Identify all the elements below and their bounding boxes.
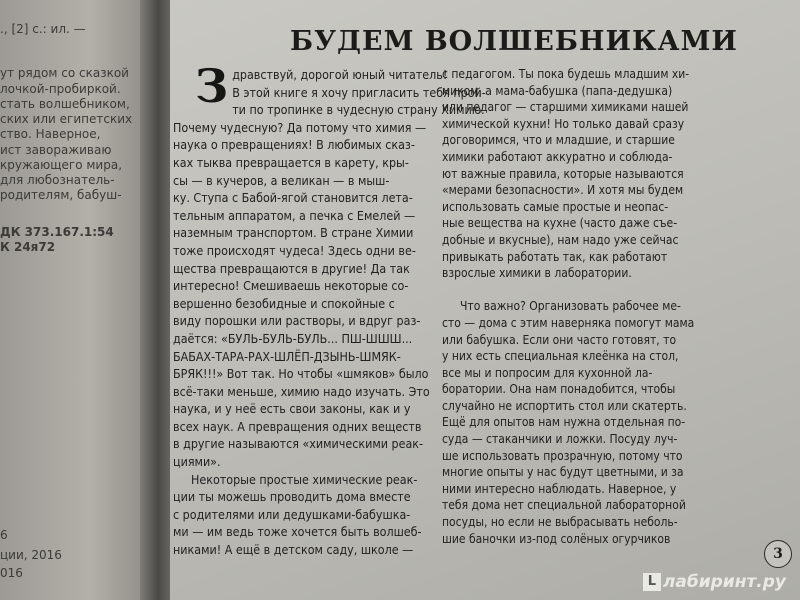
left-page-fragment: ут рядом со сказкой bbox=[0, 66, 129, 80]
text-line bbox=[173, 260, 431, 278]
text-line-content: вершенно безобидные и спокойные с bbox=[173, 295, 395, 311]
text-line-content: Почему чудесную? Да потому что химия — bbox=[173, 119, 427, 135]
text-line: сто — дома с этим наверняка помогут мама bbox=[442, 315, 695, 330]
left-page-fragment: ции, 2016 bbox=[0, 548, 62, 562]
text-line: добные и вкусные), нам надо уже сейчас bbox=[442, 232, 679, 247]
text-line bbox=[173, 435, 431, 453]
watermark bbox=[643, 572, 786, 592]
text-line bbox=[173, 541, 431, 559]
text-line: использовать самые простые и неопас- bbox=[442, 199, 669, 214]
text-line-content: всех наук. А превращения одних веществ bbox=[173, 418, 422, 434]
text-line-content: БАБАХ-ТАРА-РАХ-ШЛЁП-ДЗЫНЬ-ШМЯК- bbox=[173, 348, 401, 364]
text-line bbox=[173, 277, 431, 295]
text-line-content: ми — им ведь тоже хочется быть волшеб- bbox=[173, 524, 422, 540]
text-line-content: тоже происходят чудеса! Здесь одни ве- bbox=[173, 242, 416, 258]
watermark-text: лабиринт.ру bbox=[662, 572, 786, 592]
page-number: 3 bbox=[764, 540, 792, 568]
text-line: привыкать работать так, как работают bbox=[442, 249, 668, 264]
text-line bbox=[173, 506, 431, 524]
text-line-content: циями». bbox=[173, 454, 221, 470]
text-line-content: виду порошки или растворы, и вдруг раз- bbox=[173, 313, 421, 329]
text-line: шие баночки из-под солёных огурчиков bbox=[442, 531, 671, 546]
left-page-fragment: ДК 373.167.1:54 bbox=[0, 225, 114, 239]
text-line bbox=[173, 418, 431, 436]
left-page bbox=[0, 0, 150, 600]
text-line bbox=[173, 330, 431, 348]
text-line: Что важно? Организовать рабочее ме- bbox=[460, 299, 681, 314]
text-line-content: наземным транспортом. В стране Химии bbox=[173, 225, 414, 241]
text-line-content: интересно! Смешиваешь некоторые со- bbox=[173, 278, 409, 294]
text-line bbox=[173, 189, 431, 207]
text-line bbox=[173, 154, 431, 172]
text-line: тебя дома нет специальной лабораторной bbox=[442, 498, 686, 513]
text-line: химики работают аккуратно и соблюда- bbox=[442, 149, 673, 164]
text-line bbox=[173, 295, 431, 313]
text-line bbox=[173, 400, 431, 418]
text-line: ше использовать прозрачную, потому что bbox=[442, 448, 683, 463]
text-line-content: щества превращаются в другие! Да так bbox=[173, 260, 410, 276]
text-line: боратории. Она нам понадобится, чтобы bbox=[442, 382, 676, 397]
chapter-title: БУДЕМ ВОЛШЕБНИКАМИ bbox=[290, 26, 738, 57]
text-line bbox=[173, 242, 431, 260]
text-line: случайно не испортить стол или скатерть. bbox=[442, 398, 687, 413]
left-page-fragment: К 24я72 bbox=[0, 240, 56, 254]
left-page-fragment: ист завораживаю bbox=[0, 143, 112, 157]
left-page-fragment: родителям, бабуш- bbox=[0, 188, 122, 202]
text-line: ними интересно наблюдать. Наверное, у bbox=[442, 481, 677, 496]
text-line-content: всё-таки меньше, химию надо изучать. Это bbox=[173, 383, 430, 399]
text-line bbox=[173, 453, 431, 471]
text-line: у них есть специальная клеёнка на стол, bbox=[442, 349, 679, 364]
text-line bbox=[173, 365, 431, 383]
text-line bbox=[173, 312, 431, 330]
left-page-fragment: ских или египетских bbox=[0, 112, 133, 126]
text-line-content: Некоторые простые химические реак- bbox=[191, 471, 418, 487]
text-line bbox=[173, 224, 431, 242]
text-line: суда — стаканчики и ложки. Посуду луч- bbox=[442, 432, 678, 447]
left-page-fragment: 6 bbox=[0, 528, 8, 542]
left-page-fragment: ., [2] с.: ил. — bbox=[0, 22, 86, 36]
text-line: посуды, но если не выбрасывать неболь- bbox=[442, 515, 678, 530]
text-line-content: наука, и у неё есть свои законы, как и у bbox=[173, 401, 411, 417]
text-line-content: сы — в кучеров, а великан — в мыш- bbox=[173, 172, 390, 188]
left-page-fragment: кружающего мира, bbox=[0, 158, 123, 172]
text-line bbox=[173, 471, 431, 489]
text-line: Ещё для опытов нам нужна отдельная по- bbox=[442, 415, 686, 430]
left-page-fragment: 016 bbox=[0, 566, 23, 580]
text-line bbox=[173, 136, 431, 154]
text-line: взрослые химики в лаборатории. bbox=[442, 266, 632, 281]
text-line: ные вещества на кухне (часто даже съе- bbox=[442, 216, 678, 231]
text-line: все мы и попросим для кухонной ла- bbox=[442, 365, 653, 380]
text-line-content: наука о превращениях! В любимых сказ- bbox=[173, 137, 415, 153]
text-line-content: ках тыква превращается в карету, кры- bbox=[173, 154, 409, 170]
text-line-content: ти по тропинке в чудесную страну Химию. bbox=[232, 102, 485, 118]
left-page-fragment: лочкой-пробиркой. bbox=[0, 82, 121, 96]
text-line bbox=[173, 172, 431, 190]
text-line-content: даётся: «БУЛЬ-БУЛЬ-БУЛЬ... ПШ-ШШШ... bbox=[173, 330, 413, 346]
right-page bbox=[170, 0, 800, 600]
text-line bbox=[173, 523, 431, 541]
text-line bbox=[173, 348, 431, 366]
text-line-content: тельным аппаратом, а печка с Емелей — bbox=[173, 207, 416, 223]
text-line: с педагогом. Ты пока будешь младшим хи- bbox=[442, 67, 690, 81]
text-line: или бабушка. Если они часто готовят, то bbox=[442, 332, 677, 347]
text-line: миком, а мама-бабушка (папа-дедушка) bbox=[442, 83, 673, 98]
text-line: договоримся, что и младшие, и старшие bbox=[442, 133, 675, 148]
text-line-content: ции ты можешь проводить дома вместе bbox=[173, 489, 411, 505]
text-line: или педагог — старшими химиками нашей bbox=[442, 100, 689, 115]
text-line-content: ку. Ступа с Бабой-ягой становится лета- bbox=[173, 190, 413, 206]
text-line bbox=[173, 488, 431, 506]
text-line: химической кухни! Но только давай сразу bbox=[442, 116, 685, 131]
left-page-fragment: для любознатель- bbox=[0, 173, 115, 187]
watermark-logo-icon: L bbox=[643, 573, 661, 591]
text-line: «мерами безопасности». И хотя мы будем bbox=[442, 183, 684, 198]
text-line bbox=[173, 207, 431, 225]
text-line-content: в другие называются «химическими реак- bbox=[173, 436, 424, 452]
text-line: ют важные правила, которые называются bbox=[442, 166, 684, 181]
text-line bbox=[442, 282, 772, 299]
text-line-content: никами! А ещё в детском саду, школе — bbox=[173, 542, 414, 558]
text-line: многие опыты у нас будут цветными, и за bbox=[442, 465, 684, 480]
text-line bbox=[173, 383, 431, 401]
left-page-fragment: стать волшебником, bbox=[0, 97, 130, 111]
text-column-left bbox=[173, 59, 486, 559]
drop-cap: З bbox=[195, 59, 229, 113]
text-line-content: с родителями или дедушками-бабушка- bbox=[173, 506, 411, 522]
text-column-right bbox=[442, 66, 772, 547]
text-line-content: В этой книге я хочу пригласить тебя прой- bbox=[232, 84, 486, 100]
text-line bbox=[173, 119, 431, 137]
left-page-fragment: ство. Наверное, bbox=[0, 127, 101, 141]
text-line-content: дравствуй, дорогой юный читатель! bbox=[232, 67, 448, 82]
text-line-content: БРЯК!!!» Вот так. Но чтобы «шмяков» было bbox=[173, 366, 429, 382]
